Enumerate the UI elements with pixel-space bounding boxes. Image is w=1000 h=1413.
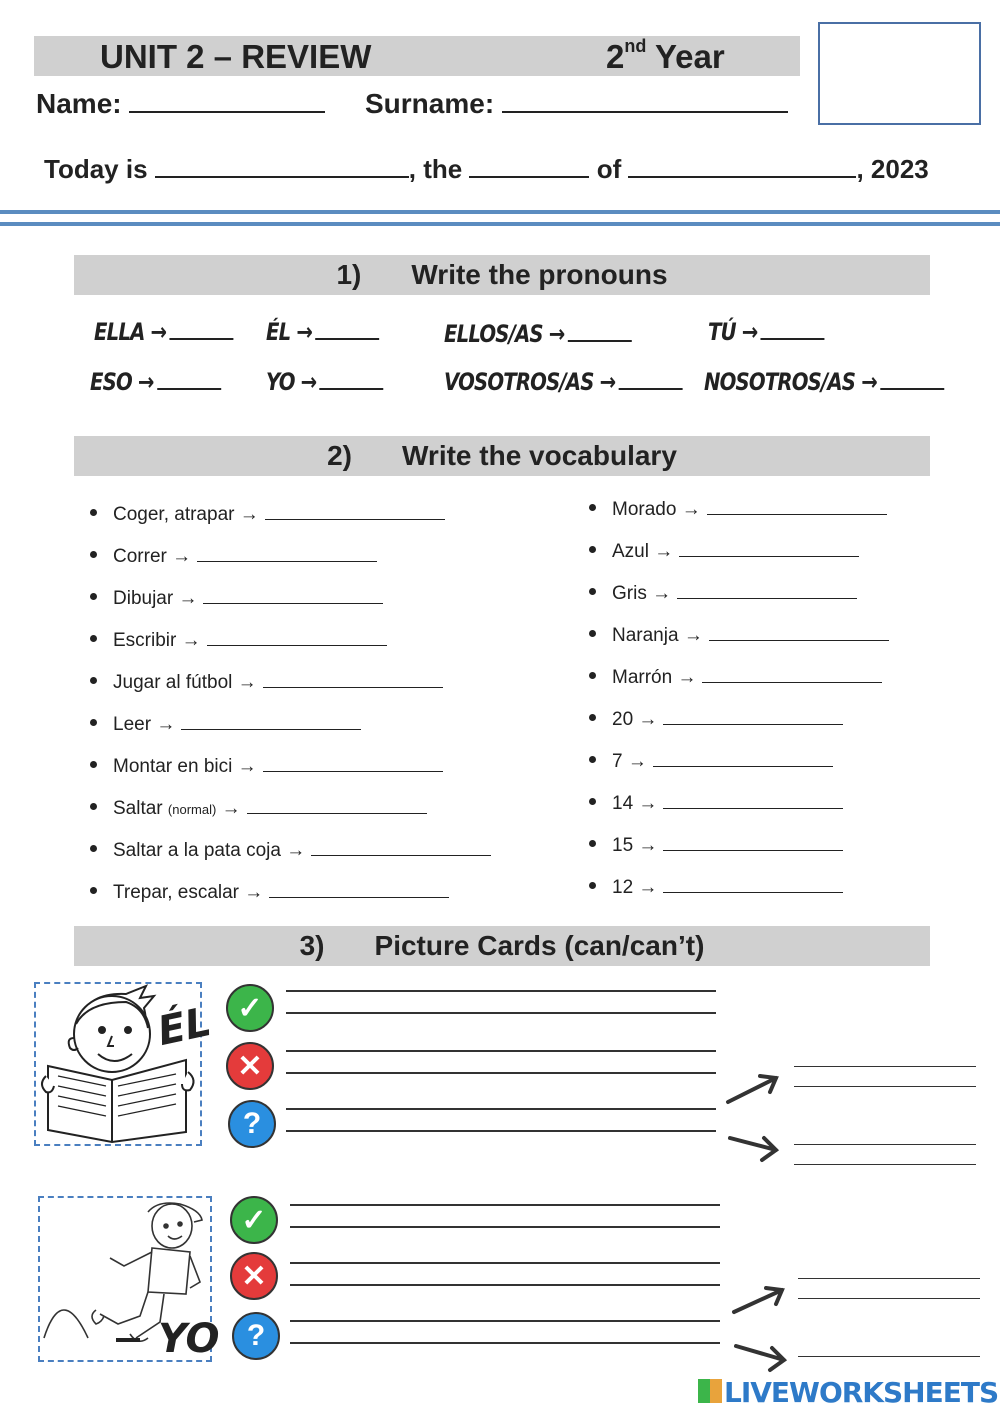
logo-icon xyxy=(698,1379,722,1403)
vocab-note: (normal) xyxy=(167,802,217,817)
vocab-answer-field[interactable] xyxy=(707,497,887,515)
answer-line[interactable] xyxy=(798,1278,980,1279)
vocab-word: Coger, atrapar xyxy=(113,504,235,525)
vocab-word: Montar en bici xyxy=(113,756,233,777)
vocab-word: Azul xyxy=(612,541,649,562)
pronoun-item: TÚ → xyxy=(708,318,825,346)
vocab-word: Marrón xyxy=(612,667,673,688)
answer-line[interactable] xyxy=(794,1164,976,1165)
vocab-answer-field[interactable] xyxy=(702,665,882,683)
the-label: , the xyxy=(408,154,463,184)
bullet-icon xyxy=(589,714,596,721)
arrow-icon: → xyxy=(638,835,658,856)
vocab-word: 15 xyxy=(612,835,634,856)
vocab-answer-field[interactable] xyxy=(663,791,843,809)
arrow-icon: → xyxy=(638,877,658,898)
vocab-word: Correr xyxy=(113,546,167,567)
vocab-answer-field[interactable] xyxy=(679,539,859,557)
answer-line[interactable] xyxy=(286,1050,716,1052)
pronoun-field[interactable] xyxy=(761,320,825,340)
vocab-word: 14 xyxy=(612,793,634,814)
arrow-icon: → xyxy=(150,318,167,346)
answer-line[interactable] xyxy=(794,1066,976,1067)
day-field[interactable] xyxy=(469,156,589,178)
vocab-item xyxy=(90,796,427,820)
answer-line[interactable] xyxy=(286,1012,716,1014)
pronoun-item: ÉL → xyxy=(266,318,379,346)
vocab-item xyxy=(589,497,887,521)
bullet-icon xyxy=(589,504,596,511)
vocab-answer-field[interactable] xyxy=(269,880,449,898)
vocab-item xyxy=(90,502,445,526)
bullet-icon xyxy=(589,588,596,595)
pronoun-field[interactable] xyxy=(169,320,233,340)
bullet-icon xyxy=(90,677,97,684)
bullet-icon xyxy=(90,551,97,558)
vocab-answer-field[interactable] xyxy=(677,581,857,599)
vocab-answer-field[interactable] xyxy=(709,623,889,641)
year-label: 2nd Year xyxy=(606,36,725,75)
vocab-answer-field[interactable] xyxy=(653,749,833,767)
pronoun-field[interactable] xyxy=(880,370,944,390)
arrow-icon: → xyxy=(156,714,176,735)
section-1-number: 1) xyxy=(336,259,362,290)
check-icon: ✓ xyxy=(230,1196,278,1244)
answer-line[interactable] xyxy=(290,1320,720,1322)
pronoun-item: ESO → xyxy=(90,368,221,396)
arrow-icon: → xyxy=(861,368,877,396)
arrow-icon: → xyxy=(677,667,697,688)
bullet-icon xyxy=(90,761,97,768)
bullet-icon xyxy=(589,798,596,805)
section-2-title: Write the vocabulary xyxy=(402,440,677,471)
vocab-word: Dibujar xyxy=(113,588,174,609)
answer-line[interactable] xyxy=(286,1108,716,1110)
arrow-icon: → xyxy=(137,368,154,396)
of-label: of xyxy=(596,154,622,184)
arrow-icon: → xyxy=(244,882,264,903)
pronoun-item: ELLOS/AS → xyxy=(444,320,632,348)
vocab-item xyxy=(90,586,383,610)
section-2-header xyxy=(74,436,930,476)
bullet-icon xyxy=(589,882,596,889)
pronoun-field[interactable] xyxy=(157,370,221,390)
arrow-icon: → xyxy=(638,709,658,730)
pronoun-item: ELLA → xyxy=(94,318,233,346)
bullet-icon xyxy=(589,756,596,763)
vocab-item xyxy=(589,665,882,689)
answer-line[interactable] xyxy=(798,1298,980,1299)
vocab-item xyxy=(589,539,859,563)
arrow-icon xyxy=(728,1280,792,1376)
card-1-label: ÉL xyxy=(153,999,216,1055)
vocab-item xyxy=(589,623,889,647)
vocab-item xyxy=(90,880,449,904)
name-row xyxy=(36,88,325,120)
bullet-icon xyxy=(589,672,596,679)
check-icon: ✓ xyxy=(226,984,274,1032)
vocab-item xyxy=(90,754,443,778)
section-3-header xyxy=(74,926,930,966)
vocab-answer-field[interactable] xyxy=(207,628,387,646)
vocab-word: Leer xyxy=(113,714,152,735)
vocab-item xyxy=(589,581,857,605)
vocab-word: Saltar a la pata coja xyxy=(113,840,281,861)
vocab-answer-field[interactable] xyxy=(263,754,443,772)
arrow-icon: → xyxy=(239,504,259,525)
liveworksheets-logo[interactable]: LIVEWORKSHEETS xyxy=(698,1376,998,1409)
vocab-answer-field[interactable] xyxy=(203,586,383,604)
section-1-header xyxy=(74,255,930,295)
vocab-word: 7 xyxy=(612,751,623,772)
bullet-icon xyxy=(90,887,97,894)
vocab-word: Morado xyxy=(612,499,677,520)
pronoun-field[interactable] xyxy=(568,322,632,342)
vocab-answer-field[interactable] xyxy=(311,838,491,856)
arrow-icon: → xyxy=(296,318,313,346)
vocab-answer-field[interactable] xyxy=(197,544,377,562)
vocab-item xyxy=(589,833,843,857)
vocab-answer-field[interactable] xyxy=(663,875,843,893)
divider-bottom xyxy=(0,222,1000,226)
vocab-answer-field[interactable] xyxy=(181,712,361,730)
cross-icon: ✕ xyxy=(230,1252,278,1300)
answer-line[interactable] xyxy=(290,1204,720,1206)
arrow-icon: → xyxy=(237,672,257,693)
pronoun-field[interactable] xyxy=(320,370,384,390)
pronoun-field[interactable] xyxy=(315,320,379,340)
arrow-icon: → xyxy=(638,793,658,814)
vocab-item xyxy=(90,670,443,694)
vocab-item xyxy=(90,712,361,736)
arrow-icon: → xyxy=(300,368,317,396)
name-field[interactable] xyxy=(129,89,325,113)
vocab-answer-field[interactable] xyxy=(663,833,843,851)
card-2-label: YO xyxy=(158,1316,220,1362)
surname-field[interactable] xyxy=(502,89,788,113)
bullet-icon xyxy=(589,840,596,847)
arrow-icon: → xyxy=(599,368,616,396)
vocab-item xyxy=(90,628,387,652)
cross-icon: ✕ xyxy=(226,1042,274,1090)
section-3-number: 3) xyxy=(299,930,325,961)
arrow-icon: → xyxy=(181,630,201,651)
vocab-word: 12 xyxy=(612,877,634,898)
answer-line[interactable] xyxy=(290,1226,720,1228)
photo-box[interactable] xyxy=(818,22,981,125)
arrow-icon: → xyxy=(221,798,241,819)
section-1-title: Write the pronouns xyxy=(411,259,668,290)
answer-line[interactable] xyxy=(798,1356,980,1357)
picture-card-reading xyxy=(34,982,216,1146)
arrow-icon: → xyxy=(548,320,565,348)
year-end: , 2023 xyxy=(856,154,929,184)
pronoun-field[interactable] xyxy=(619,370,683,390)
pronoun-item: NOSOTROS/AS → xyxy=(704,368,944,396)
vocab-answer-field[interactable] xyxy=(247,796,427,814)
bullet-icon xyxy=(90,719,97,726)
answer-line[interactable] xyxy=(290,1262,720,1264)
pronoun-item: VOSOTROS/AS → xyxy=(444,368,683,396)
bullet-icon xyxy=(90,593,97,600)
bullet-icon xyxy=(90,635,97,642)
answer-line[interactable] xyxy=(794,1144,976,1145)
vocab-word: Jugar al fútbol xyxy=(113,672,233,693)
arrow-icon: → xyxy=(741,318,758,346)
arrow-icon: → xyxy=(172,546,192,567)
vocab-word: Saltar xyxy=(113,798,163,819)
vocab-word: Gris xyxy=(612,583,647,604)
vocab-answer-field[interactable] xyxy=(663,707,843,725)
page-title: UNIT 2 – REVIEW xyxy=(100,38,372,75)
answer-line[interactable] xyxy=(286,1072,716,1074)
bullet-icon xyxy=(589,630,596,637)
arrow-icon: → xyxy=(237,756,257,777)
answer-line[interactable] xyxy=(290,1284,720,1286)
pronoun-item: YO → xyxy=(266,368,384,396)
date-row xyxy=(44,154,929,185)
today-label: Today is xyxy=(44,154,148,184)
question-icon: ? xyxy=(228,1100,276,1148)
vocab-item xyxy=(589,749,833,773)
bullet-icon xyxy=(90,509,97,516)
arrow-icon: → xyxy=(627,751,647,772)
vocab-item xyxy=(589,875,843,899)
bullet-icon xyxy=(90,845,97,852)
answer-line[interactable] xyxy=(290,1342,720,1344)
arrow-icon xyxy=(724,1070,784,1166)
vocab-item xyxy=(90,544,377,568)
vocab-item xyxy=(90,838,491,862)
surname-label: Surname: xyxy=(365,88,495,119)
vocab-answer-field[interactable] xyxy=(263,670,443,688)
arrow-icon: → xyxy=(681,499,701,520)
question-icon: ? xyxy=(232,1312,280,1360)
surname-row xyxy=(365,88,788,120)
divider-top xyxy=(0,210,1000,214)
picture-card-hopping xyxy=(38,1196,220,1362)
arrow-icon: → xyxy=(286,840,306,861)
section-3-title: Picture Cards (can/can’t) xyxy=(374,930,705,961)
answer-line[interactable] xyxy=(286,1130,716,1132)
vocab-word: 20 xyxy=(612,709,634,730)
name-label: Name: xyxy=(36,88,122,119)
answer-line[interactable] xyxy=(286,990,716,992)
arrow-icon: → xyxy=(654,541,674,562)
bullet-icon xyxy=(589,546,596,553)
vocab-answer-field[interactable] xyxy=(265,502,445,520)
vocab-item xyxy=(589,791,843,815)
bullet-icon xyxy=(90,803,97,810)
answer-line[interactable] xyxy=(794,1086,976,1087)
vocab-word: Trepar, escalar xyxy=(113,882,240,903)
vocab-word: Naranja xyxy=(612,625,679,646)
arrow-icon: → xyxy=(652,583,672,604)
section-2-number: 2) xyxy=(327,440,352,471)
arrow-icon: → xyxy=(683,625,703,646)
vocab-item xyxy=(589,707,843,731)
arrow-icon: → xyxy=(178,588,198,609)
month-field[interactable] xyxy=(628,156,856,178)
vocab-word: Escribir xyxy=(113,630,177,651)
weekday-field[interactable] xyxy=(155,156,409,178)
